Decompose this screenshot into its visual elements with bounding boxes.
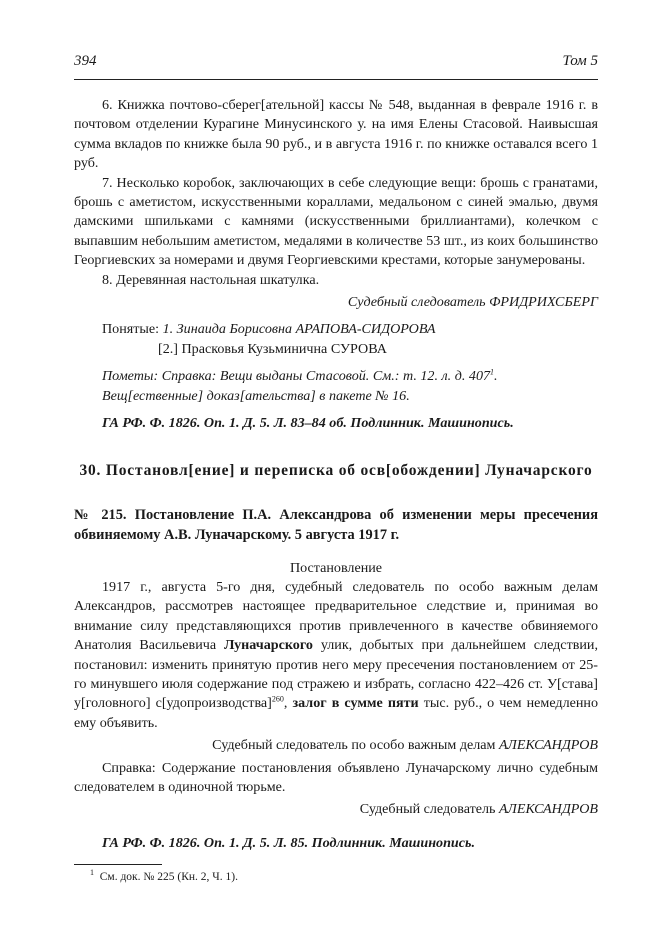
archive-reference-2: ГА РФ. Ф. 1826. Оп. 1. Д. 5. Л. 85. Подлинник. Машинопись. <box>102 834 475 851</box>
witness-first: 1. Зинаида Борисовна АРАПОВА-СИДОРОВА <box>162 321 436 338</box>
decree-bold-name: Луначарского <box>223 637 313 654</box>
decree-note-ref: 260 <box>271 694 284 704</box>
footnote-ref: 1 <box>490 367 495 377</box>
marks-end: . <box>494 368 498 385</box>
certificate-text: Справка: Содержание постановления объявлено Луначарскому лично судебным следователем в одиночной тюрьме. <box>74 759 598 795</box>
header-rule <box>74 79 598 80</box>
witness-second: [2.] Прасковья Кузьминична СУРОВА <box>158 340 387 357</box>
page-body <box>74 96 598 853</box>
footnote <box>90 870 238 885</box>
list-item-7: 7. Несколько коробок, заключающих в себе следующие вещи: брошь с гранатами, брошь с аметистом, искусственными кораллами, медальоном с синей эмалью, двумя дамскими шпильками с камнями (искусственными бриллиантами), колечком с выпавшим небольшим аметистом, медалями в количестве 53 шт., из коих большинство Георгиевских за номерами и двумя Георгиевскими крестами, которые занумерованы. <box>74 174 598 269</box>
decree-heading: Постановление <box>289 559 383 576</box>
section-title: 30. Постановл[ение] и переписка об осв[обождении] Луначарского <box>79 461 593 479</box>
marks-line-2: Вещ[ественные] доказ[ательства] в пакете № 16. <box>102 387 410 404</box>
list-item-8: 8. Деревянная настольная шкатулка. <box>102 271 320 288</box>
signature-name: ФРИДРИХСБЕРГ <box>489 294 598 311</box>
signature-name: АЛЕКСАНДРОВ <box>498 801 598 818</box>
signature-title: Судебный следователь <box>359 801 499 818</box>
signature-fridrikhsberg <box>74 293 598 312</box>
running-header <box>74 53 598 75</box>
decree-part-2: улик, добытых при дальнейшем следствии, постановил: изменить принятую против него меру пресечения постановлением от 25-го минувшего июля содержание под стражею и избрать, согласно 422–426 ст. У[става] у[головного] с[удопроизводства] <box>74 637 598 712</box>
archive-reference-1: ГА РФ. Ф. 1826. Оп. 1. Д. 5. Л. 83–84 об. Подлинник. Машинопись. <box>102 415 514 432</box>
page-number: 394 <box>74 53 97 69</box>
footnote-text: См. док. № 225 (Кн. 2, Ч. 1). <box>99 871 238 883</box>
signature-title: Судебный следователь по особо важным делам <box>212 737 499 754</box>
footnote-rule <box>74 864 162 865</box>
signature-aleksandrov-1 <box>74 736 598 755</box>
marks-line-1 <box>74 367 598 386</box>
signature-name: АЛЕКСАНДРОВ <box>498 737 598 754</box>
list-item-6: 6. Книжка почтово-сберег[ательной] кассы № 548, выданная в феврале 1916 г. в почтовом отделении Курагине Минусинского у. на имя Елены Стасовой. Наивысшая сумма вкладов по книжке была 90 руб., и в августа 1916 г. по книжке оставался всего 1 руб. <box>74 97 598 172</box>
volume-label: Том 5 <box>562 53 598 69</box>
decree-part-1: 1917 г., августа 5-го дня, судебный следователь по особо важным делам Александров, рассмотрев настоящее предварительное следствие и, принимая во внимание силу представляющихся против привлеченного в качестве обвиняемого Анатолия Васильевича <box>74 578 598 654</box>
decree-part-4: тыс. руб., о чем немедленно ему объявить. <box>74 695 599 731</box>
decree-part-3: , <box>283 695 293 712</box>
witnesses-label: Понятые: <box>102 321 163 338</box>
footnote-number: 1 <box>90 868 94 878</box>
signature-title: Судебный следователь <box>347 294 490 311</box>
decree-bold-bail: залог в сумме пяти <box>292 695 419 712</box>
marks-text: Пометы: Справка: Вещи выданы Стасовой. См.: т. 12. л. д. 407 <box>102 368 491 385</box>
witnesses-line-1 <box>74 320 598 339</box>
decree-text <box>74 578 598 733</box>
signature-aleksandrov-2 <box>74 800 598 819</box>
document-title: № 215. Постановление П.А. Александрова об изменении меры пресечения обвиняемому А.В. Луначарскому. 5 августа 1917 г. <box>74 506 598 543</box>
